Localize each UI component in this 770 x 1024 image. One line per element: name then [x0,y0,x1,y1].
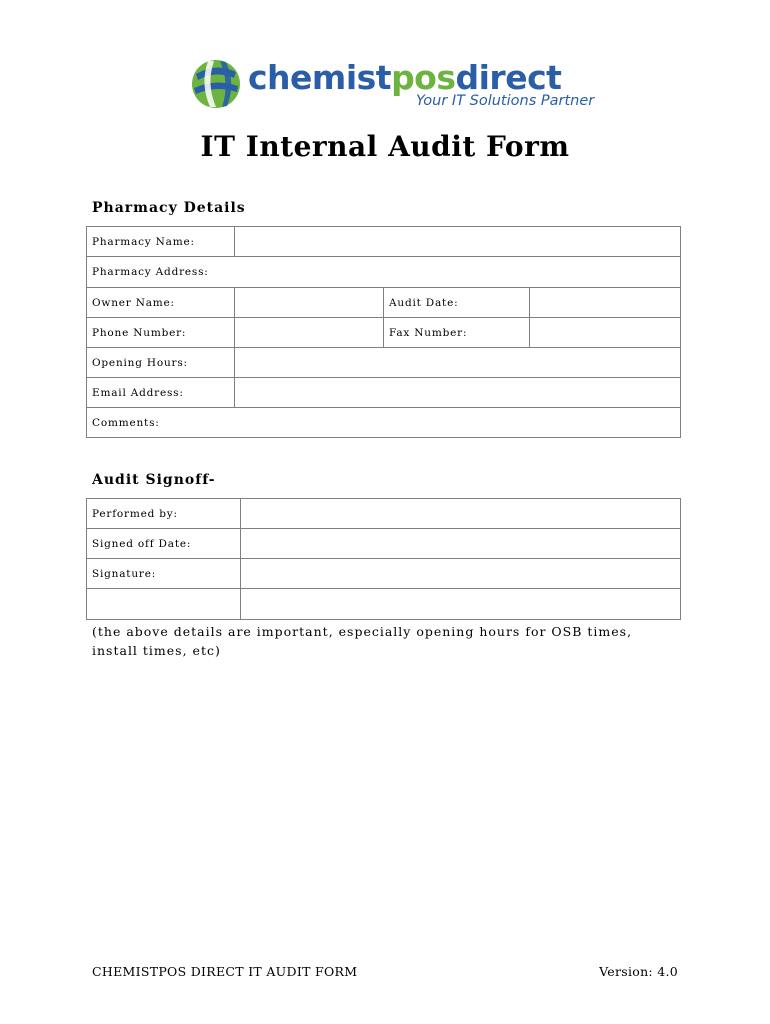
table-row [87,529,681,559]
table-row [87,408,681,438]
pharmacy-address-label: Pharmacy Address: [92,266,209,278]
owner-name-field[interactable] [235,288,384,318]
table-row [87,318,681,348]
fax-number-label: Fax Number: [384,318,530,348]
signature-field[interactable] [241,559,681,589]
audit-date-label: Audit Date: [384,288,530,318]
pharmacy-address-field[interactable] [87,257,681,288]
company-logo [190,54,595,116]
phone-number-label: Phone Number: [87,318,235,348]
extra-label-cell[interactable] [87,589,241,620]
pharmacy-details-table [86,226,681,438]
brand-tagline: Your IT Solutions Partner [416,93,595,109]
page-title: IT Internal Audit Form [200,130,570,163]
table-row [87,227,681,257]
table-row [87,499,681,529]
pharmacy-name-label: Pharmacy Name: [87,227,235,257]
brand-name: chemistposdirect [248,58,562,97]
footer-version: Version: 4.0 [599,964,678,979]
audit-signoff-table [86,498,681,620]
details-note: (the above details are important, especially opening hours for OSB times, install times, etc) [92,624,633,658]
audit-signoff-heading: Audit Signoff- [92,472,216,488]
footer-form-name: CHEMISTPOS DIRECT IT AUDIT FORM [92,964,358,979]
pharmacy-details-heading: Pharmacy Details [92,200,246,216]
email-address-label: Email Address: [87,378,235,408]
globe-logo-icon [190,58,242,110]
table-row [87,257,681,288]
audit-date-field[interactable] [530,288,681,318]
pharmacy-name-field[interactable] [235,227,681,257]
performed-by-label: Performed by: [87,499,241,529]
email-address-field[interactable] [235,378,681,408]
signature-label: Signature: [87,559,241,589]
opening-hours-label: Opening Hours: [87,348,235,378]
table-row [87,378,681,408]
extra-value-cell[interactable] [241,589,681,620]
table-row [87,559,681,589]
fax-number-field[interactable] [530,318,681,348]
comments-label: Comments: [92,416,160,429]
performed-by-field[interactable] [241,499,681,529]
owner-name-label: Owner Name: [87,288,235,318]
table-row [87,348,681,378]
signed-off-date-field[interactable] [241,529,681,559]
comments-field[interactable] [87,408,681,438]
opening-hours-field[interactable] [235,348,681,378]
signed-off-date-label: Signed off Date: [87,529,241,559]
table-row [87,288,681,318]
phone-number-field[interactable] [235,318,384,348]
table-row [87,589,681,620]
